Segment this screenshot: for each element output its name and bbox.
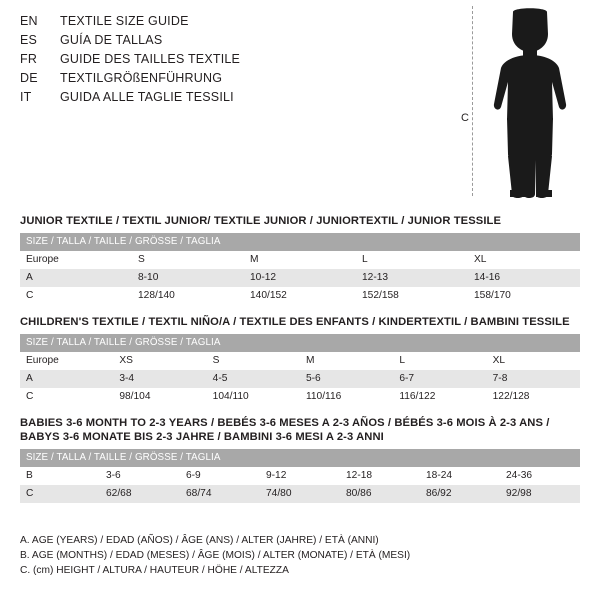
height-measure-line xyxy=(472,6,473,196)
guide-title: GUÍA DE TALLAS xyxy=(60,33,163,47)
cell-value: 3-4 xyxy=(113,370,206,388)
table-row xyxy=(20,485,580,503)
cell-value: 110/116 xyxy=(300,388,393,406)
cell-value: 98/104 xyxy=(113,388,206,406)
row-label: A xyxy=(20,370,113,388)
cell-value: 8-10 xyxy=(132,269,244,287)
section-title: JUNIOR TEXTILE / TEXTIL JUNIOR/ TEXTILE JUNIOR / JUNIORTEXTIL / JUNIOR TESSILE xyxy=(20,215,502,227)
header-row xyxy=(20,33,420,52)
cell-value: XS xyxy=(113,352,206,370)
row-label: Europe xyxy=(20,251,132,269)
header-row xyxy=(20,52,420,71)
language-code: ES xyxy=(20,33,38,47)
table-row xyxy=(20,287,580,305)
cell-value: 86/92 xyxy=(420,485,500,503)
table-row xyxy=(20,352,580,370)
cell-value: 152/158 xyxy=(356,287,468,305)
section-title: CHILDREN'S TEXTILE / TEXTIL NIÑO/A / TEXTILE DES ENFANTS / KINDERTEXTIL / BAMBINI TESSILE xyxy=(20,316,570,328)
header-row xyxy=(20,14,420,33)
table-header-row xyxy=(20,449,580,467)
cell-value: 7-8 xyxy=(487,370,580,388)
section-childrens-textile xyxy=(20,315,580,406)
cell-value: 12-13 xyxy=(356,269,468,287)
cell-value: 122/128 xyxy=(487,388,580,406)
language-code: IT xyxy=(20,90,32,104)
cell-value: 116/122 xyxy=(393,388,486,406)
cell-value: 5-6 xyxy=(300,370,393,388)
cell-value: 6-7 xyxy=(393,370,486,388)
language-code: DE xyxy=(20,71,38,85)
table-row xyxy=(20,467,580,485)
cell-value: M xyxy=(300,352,393,370)
section-title: BABIES 3-6 MONTH TO 2-3 YEARS / BEBÉS 3-6 MESES A 2-3 AÑOS / BÉBÉS 3-6 MOIS À 2-3 ANS / BABYS 3-6 MONATE BIS 2-3 JAHRE / BAMBINI 3-6 MESI A 2-3 ANNI xyxy=(20,417,550,443)
cell-value: 9-12 xyxy=(260,467,340,485)
table-row xyxy=(20,269,580,287)
row-label: C xyxy=(20,287,132,305)
cell-value: 14-16 xyxy=(468,269,580,287)
legend-line: C. (cm) HEIGHT / ALTURA / HAUTEUR / HÖHE / ALTEZZA xyxy=(20,565,289,576)
legend-line: B. AGE (MONTHS) / EDAD (MESES) / ÂGE (MOIS) / ALTER (MONATE) / ETÀ (MESI) xyxy=(20,550,411,561)
cell-value: 4-5 xyxy=(207,370,300,388)
cell-value: 92/98 xyxy=(500,485,580,503)
cell-value: S xyxy=(207,352,300,370)
section-junior-textile xyxy=(20,214,580,305)
table-header-row xyxy=(20,334,580,352)
cell-value: 74/80 xyxy=(260,485,340,503)
junior-size-table xyxy=(20,233,580,305)
table-row xyxy=(20,251,580,269)
language-title-block xyxy=(20,14,420,109)
cell-value: 140/152 xyxy=(244,287,356,305)
cell-value: 6-9 xyxy=(180,467,260,485)
guide-title: GUIDE DES TAILLES TEXTILE xyxy=(60,52,241,66)
row-label: B xyxy=(20,467,100,485)
height-marker-label: C xyxy=(461,112,469,124)
table-header-label: SIZE / TALLA / TAILLE / GRÖSSE / TAGLIA xyxy=(20,334,580,352)
table-header-row xyxy=(20,233,580,251)
cell-value: 68/74 xyxy=(180,485,260,503)
cell-value: 24-36 xyxy=(500,467,580,485)
header-row xyxy=(20,90,420,109)
guide-title: TEXTILGRÖßENFÜHRUNG xyxy=(60,71,223,85)
cell-value: L xyxy=(393,352,486,370)
legend-block xyxy=(20,533,580,578)
cell-value: S xyxy=(132,251,244,269)
cell-value: 3-6 xyxy=(100,467,180,485)
cell-value: 128/140 xyxy=(132,287,244,305)
cell-value: 10-12 xyxy=(244,269,356,287)
guide-title: GUIDA ALLE TAGLIE TESSILI xyxy=(60,90,234,104)
cell-value: M xyxy=(244,251,356,269)
cell-value: 12-18 xyxy=(340,467,420,485)
row-label: A xyxy=(20,269,132,287)
row-label: C xyxy=(20,485,100,503)
header-row xyxy=(20,71,420,90)
language-code: FR xyxy=(20,52,38,66)
cell-value: XL xyxy=(468,251,580,269)
language-code: EN xyxy=(20,14,38,28)
table-row xyxy=(20,370,580,388)
cell-value: 158/170 xyxy=(468,287,580,305)
row-label: Europe xyxy=(20,352,113,370)
cell-value: 80/86 xyxy=(340,485,420,503)
table-row xyxy=(20,388,580,406)
babies-size-table xyxy=(20,449,580,503)
section-babies-textile xyxy=(20,416,580,503)
measurement-figure xyxy=(455,6,590,201)
table-header-label: SIZE / TALLA / TAILLE / GRÖSSE / TAGLIA xyxy=(20,233,580,251)
legend-line: A. AGE (YEARS) / EDAD (AÑOS) / ÂGE (ANS) / ALTER (JAHRE) / ETÀ (ANNI) xyxy=(20,535,379,546)
guide-title: TEXTILE SIZE GUIDE xyxy=(60,14,189,28)
cell-value: 62/68 xyxy=(100,485,180,503)
cell-value: XL xyxy=(487,352,580,370)
cell-value: 104/110 xyxy=(207,388,300,406)
cell-value: 18-24 xyxy=(420,467,500,485)
child-silhouette-icon xyxy=(480,8,580,198)
cell-value: L xyxy=(356,251,468,269)
table-header-label: SIZE / TALLA / TAILLE / GRÖSSE / TAGLIA xyxy=(20,449,580,467)
row-label: C xyxy=(20,388,113,406)
children-size-table xyxy=(20,334,580,406)
